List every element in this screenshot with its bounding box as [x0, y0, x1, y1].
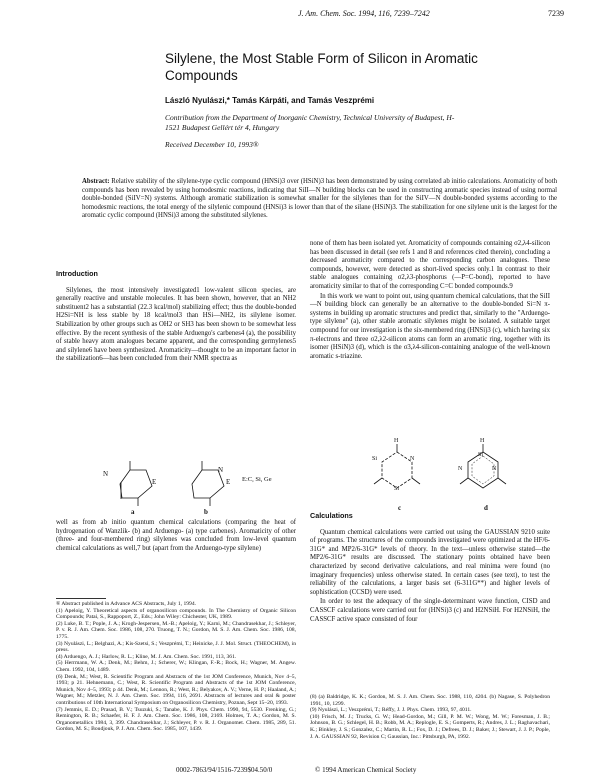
label-c: c: [398, 504, 402, 512]
footnote: (2) Luke, B. T.; Pople, J. A.; Krogh-Jespersen, M.-B.; Apeloig, Y.; Karni, M.; Chandrasekhar, J.; Schleyer, P. v. R. J. Am. Chem. Soc. 1986, 108, 270. Truong, T. N.; Gordon, M. S. J. Am. Chem. Soc. 1986, 108, 1775.: [56, 620, 296, 640]
label-b: b: [204, 508, 208, 516]
footnote: (6) Denk, M.; West, R. Scientific Program and Abstracts of the 1st JOM Conference, Munich, Nov 4–5, 1993; p 21. Hehnemann, C.; West, R. Scientific Program and Abstracts of the 1st JOM Conference, Munich, Nov 4–5, 1993; p 44. Denk, M.; Lennon, R.; West, R.; Belyakov, A. V.; Verne, H. P.; Haaland, A.; Wagner, M.; Metzler, N. J. Am. Chem. Soc. 1994, 116, 2691. Abstracts of lectures and oral & poster contributions of 10th International Symposium on Organosilicon Chemistry, Poznan, Sept 15–20, 1993.: [56, 673, 296, 706]
intro-paragraph-2: well as from ab initio quantum chemical calculations (comparing the heat of hydrogenation of Wanzlik- (b) and Arduengo- (a) type carbenes). Aromaticity of other (three- and four-membered ring) silylenes was concluded from low-level quantum chemical calculations as well,7 but (apart from the Arduengo-type silylene): [56, 519, 296, 552]
right-paragraph-1: none of them has been isolated yet. Aromaticity of compounds containing σ2,λ4-silicon has been discussed in detail (see refs 1 and 8 and references cited therein), concluding a decreased aromaticity compared to the corresponding carbon analogues. These compounds, however, were detected as short-lived species only.1 In contrast to their stable analogues containing σ2,λ3-phosphorus (—P=C-bond), reported to have aromaticity similar to that of the corresponding C=C bonded compounds.9: [310, 240, 550, 290]
journal-citation: J. Am. Chem. Soc. 1994, 116, 7239–7242: [298, 9, 430, 18]
page-number: 7239: [548, 9, 564, 18]
atom-n-a: N: [103, 470, 109, 478]
footnote: ® Abstract published in Advance ACS Abstracts, July 1, 1994.: [56, 601, 197, 607]
label-d: d: [484, 504, 488, 512]
footnote: (7) Jemmis, E. D.; Prasad, B. V.; Tsuzuki, S.; Tanabe, K. J. Phys. Chem. 1990, 94, 5530. Frenking, G.; Remington, R. B.; Schaefer, H. F. J. Am. Chem. Soc. 1986, 108, 2169. Holmes, T. A.; Gordon, M. S. Organometallics 1984, 3, 399. Chandrasekhar, J.; Schleyer, P. v. R. J. Organomet. Chem. 1985, 289, 51. Gordon, M. S.; Boudjouk, P. J. Am. Chem. Soc. 1985, 107, 1439.: [56, 706, 296, 733]
atom-n-b: N: [218, 466, 224, 474]
footnote: (1) Apeloig, Y. Theoretical aspects of organosilicon compounds. In The Chemistry of Organic Silicon Compounds; Patai, S., Rappoport, Z., Eds.; John Wiley: Chichester, UK, 1989.: [56, 607, 296, 621]
introduction-heading: Introduction: [56, 269, 98, 278]
atom-e-b: E: [226, 478, 231, 486]
footnote: (4) Arduengo, A. J.; Harlow, R. L.; Kline, M. J. Am. Chem. Soc. 1991, 113, 361.: [56, 653, 237, 660]
received-date: Received December 10, 1993®: [165, 140, 259, 149]
atom-si-c: Si: [372, 456, 378, 462]
introduction-section: [56, 270, 296, 365]
article-title: Silylene, the Most Stable Form of Silicon in Aromatic Compounds: [165, 51, 478, 83]
atom-si-d: Si: [478, 452, 484, 458]
right-column-text: [310, 240, 550, 362]
introduction-continued: [56, 519, 296, 554]
abstract: [82, 178, 557, 221]
atom-n-d: N: [458, 466, 463, 472]
abstract-label: Abstract:: [82, 178, 110, 185]
right-paragraph-2: In this work we want to point out, using quantum chemical calculations, that the SiII—N building block can generally be an alternative to the double-bonded Si=N π-systems in building up aromatic structures and predict that, similarly to the "Arduengo-type silylene" (a), other stable aromatic silylenes might be isolated. A suitable target compound for our investigation is the six-membered ring (HNSi)3 (c), which having six π-electrons and three σ2,λ2-silicon atoms can form an aromatic ring, together with its isomer (HSiN)3 (d), which is the σ3,λ4-silicon-containing analogue of the well-known aromatic s-triazine.: [310, 292, 550, 360]
atom-n-d2: N: [492, 466, 497, 472]
article-code: 0002-7863/94/1516-7239$04.50/0: [176, 766, 273, 774]
footnote: (8) (a) Baldridge, K. K.; Gordon, M. S. J. Am. Chem. Soc. 1988, 110, 4204. (b) Nagase, S. Polyhedron 1991, 10, 1299.: [310, 694, 550, 707]
atom-e-a: E: [152, 478, 157, 486]
label-a: a: [131, 508, 135, 516]
abstract-text: Relative stability of the silylene-type cyclic compound (HNSi)3 over (HSiN)3 has been demonstrated by using correlated ab initio calculations. Aromaticity of both compounds has been revealed by using homodesmic reactions, indicating that SiII—N building blocks can be used in constructing aromatic species instead of using normal double-bonded (SiIV=N) systems. Although aromatic stabilization is somewhat smaller for the silylenes than for the SiIV—N double-bonded systems according to the homodesmic reactions, the total energy of the silylenic compound (HNSi)3 is lower than that of the silane (HSiN)3. The stabilization for one silylene unit is the largest for the aromatic cyclic compound (HNSi)3 among the substituted silylenes.: [82, 178, 557, 220]
footnote: (9) Nyulászi, L.; Veszprémi, T.; Réffy, J. J. Phys. Chem. 1993, 97, 4011.: [310, 707, 472, 714]
structure-a-drawing: [100, 456, 170, 511]
copyright: © 1994 American Chemical Society: [315, 766, 417, 774]
affiliation: Contribution from the Department of Inorganic Chemistry, Technical University of Budapest, H-1521 Budapest Gellért tér 4, Hungary: [165, 113, 455, 132]
footnote: (5) Herrmann, W. A.; Denk, M.; Behm, J.; Scherer, W.; Klingan, F.-R.; Bock, H.; Wagner, M. Angew. Chem. 1992, 104, 1489.: [56, 660, 296, 673]
footnote: (10) Frisch, M. J.; Trucks, G. W.; Head-Gordon, M.; Gill, P. M. W.; Wong, M. W.; Foresman, J. B.; Johnson, B. G.; Schlegel, H. B.; Robb, M. A.; Replogle, E. S.; Gomperts, R.; Andres, J. L.; Raghavachari, K.; Binkley, J. S.; Gonzalez, C.; Martin, R. L.; Fox, D. J.; Defrees, D. J.; Baker, J.; Stewart, J. J. P.; Pople, J. A. GAUSSIAN 92, Revision C; Gaussian, Inc.: Pittsburgh, PA, 1992.: [310, 713, 550, 740]
author-list: László Nyulászi,* Tamás Kárpáti, and Tamás Veszprémi: [165, 96, 375, 105]
calculations-section: [310, 512, 550, 625]
element-note: E:C, Si, Ge: [242, 476, 272, 483]
calculations-paragraph-1: Quantum chemical calculations were carried out using the GAUSSIAN 9210 suite of programs. The structures of the compounds investigated were optimized at the HF/6-31G* and MP2/6-31G* levels of theory. In the text—unless otherwise stated—the MP2/6-31G* results are discussed. The stationary points obtained have been characterized by second derivative calculations, and real minima were found (no imaginary frequencies) unless otherwise stated. In certain cases (see text), to test the reliability of the calculations, a larger basis set (6-311G**) and higher levels of sophistication (CCSD) were used.: [310, 528, 550, 596]
atom-h-d: H: [480, 438, 485, 444]
structure-b-drawing: [172, 456, 242, 511]
calculations-paragraph-2: In order to test the adequacy of the single-determinant wave function, CISD and CASSCF calculations were carried out for (HNSi)3 (c) and H2NSiH. For H2NSiH, the CASSCF active space consisted of four: [310, 598, 550, 623]
calculations-heading: Calculations: [310, 511, 353, 520]
atom-n-c: N: [410, 456, 415, 462]
footnotes-left: [56, 601, 296, 733]
footnote-rule: [56, 598, 106, 599]
atom-h-c: H: [394, 438, 399, 444]
footnotes-right: [310, 694, 550, 740]
intro-paragraph-1: Silylenes, the most intensively investigated1 low-valent silicon species, are generally reactive and unstable molecules. It has been shown, however, that an NH2 substituent2 has a substantial (22.3 kcal/mol) stabilizing effect; thus the double-bonded H2Si=NH is less stable by 18 kcal/mol3 than HSi—NH2, its silylene isomer. Stabilization by other groups such as OH2 or SH3 has been shown to be somewhat less effective. By the recent synthesis of the stable Arduengo's carbenes4 (a), the possibility of stable heavy atom analogues became apparent, and the corresponding germylenes5 and silylene6 have been synthesized. Aromaticity—thought to be an important factor in the stabilization6—has been concluded from their NMR spectra as: [56, 286, 296, 363]
atom-si-c2: Si: [394, 486, 400, 492]
footnote: (3) Nyulászi, L.; Belghazi, A.; Kis-Szetsi, S.; Veszprémi, T.; Heinicke, J. J. Mol. Struct. (THEOCHEM), in press.: [56, 640, 296, 654]
